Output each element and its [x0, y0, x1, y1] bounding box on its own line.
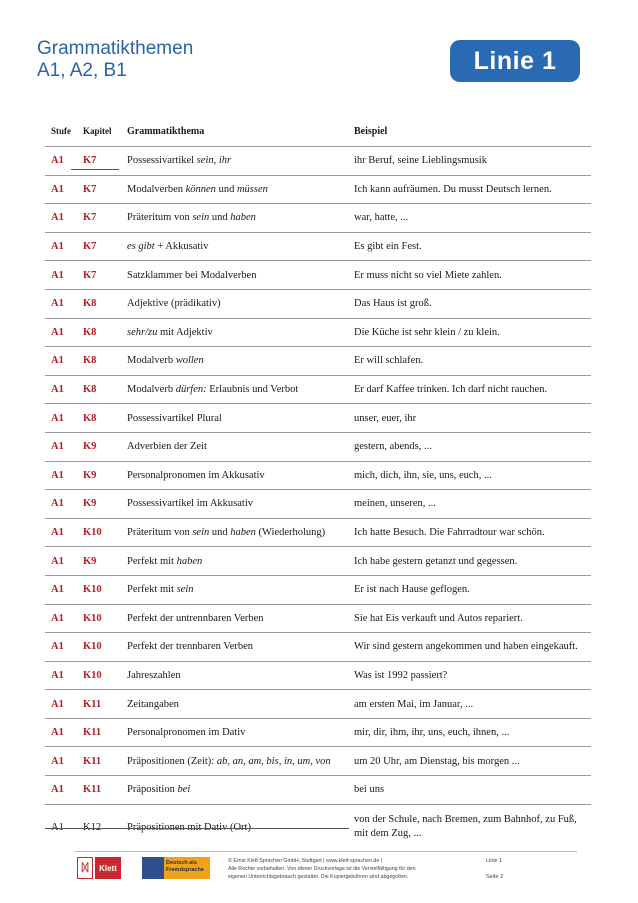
cell-beispiel: war, hatte, ...: [354, 212, 409, 224]
cell-stufe: A1: [51, 355, 64, 367]
cell-grammatikthema: Possessivartikel Plural: [127, 412, 222, 424]
cell-kapitel: K9: [83, 469, 97, 481]
table-end-rule: [45, 828, 349, 829]
table-row: [45, 519, 591, 548]
table-row: [45, 462, 591, 491]
table-row: [45, 176, 591, 205]
table-row: [45, 233, 591, 262]
cell-kapitel: K9: [83, 498, 97, 510]
table-row: [45, 347, 591, 376]
cell-beispiel: gestern, abends, ...: [354, 441, 432, 453]
cell-beispiel: ihr Beruf, seine Lieblingsmusik: [354, 155, 487, 167]
table-row: [45, 376, 591, 405]
cell-beispiel: Es gibt ein Fest.: [354, 241, 422, 253]
header-beispiel: Beispiel: [354, 125, 388, 137]
cell-grammatikthema: Präteritum von sein und haben (Wiederholung): [127, 527, 326, 539]
cell-grammatikthema: Präposition bei: [127, 784, 191, 796]
cell-grammatikthema: Präpositionen (Zeit): ab, an, am, bis, in, um, von: [127, 755, 331, 767]
cell-stufe: A1: [51, 527, 64, 539]
cell-grammatikthema: Perfekt mit sein: [127, 584, 194, 596]
cell-kapitel: K10: [83, 669, 102, 681]
cell-stufe: A1: [51, 384, 64, 396]
cell-kapitel: K7: [83, 241, 97, 253]
cell-grammatikthema: Adverbien der Zeit: [127, 441, 207, 453]
cell-grammatikthema: Perfekt mit haben: [127, 555, 203, 567]
cell-stufe: A1: [51, 498, 64, 510]
cell-stufe: A1: [51, 727, 64, 739]
cell-stufe: A1: [51, 155, 64, 167]
title-line-2: A1, A2, B1: [37, 60, 127, 81]
cell-grammatikthema: Perfekt der trennbaren Verben: [127, 641, 254, 653]
cell-kapitel: K10: [83, 641, 102, 653]
cell-grammatikthema: Modalverb dürfen: Erlaubnis und Verbot: [127, 384, 299, 396]
cell-beispiel: Er muss nicht so viel Miete zahlen.: [354, 269, 502, 281]
cell-grammatikthema: Modalverb wollen: [127, 355, 204, 367]
cell-grammatikthema: Zeitangaben: [127, 698, 179, 710]
daf-logo-line-1: Deutsch als: [166, 860, 197, 866]
cell-beispiel: am ersten Mai, im Januar, ...: [354, 698, 474, 710]
cell-stufe: A1: [51, 241, 64, 253]
cell-kapitel: K7: [83, 183, 97, 195]
table-row: [45, 776, 591, 805]
grammar-table: [45, 116, 591, 850]
cell-kapitel: K7: [83, 269, 97, 281]
cell-beispiel: Ich habe gestern getanzt und gegessen.: [354, 555, 518, 567]
cell-kapitel: K8: [83, 384, 97, 396]
cell-stufe: A1: [51, 441, 64, 453]
copyright-line-1: © Ernst Klett Sprachen GmbH, Stuttgart | www.klett-sprachen.de |: [228, 858, 383, 864]
cell-beispiel: Sie hat Eis verkauft und Autos repariert.: [354, 612, 523, 624]
table-row: [45, 261, 591, 290]
cell-stufe: A1: [51, 555, 64, 567]
cell-kapitel: K10: [83, 584, 102, 596]
header-stufe: Stufe: [51, 126, 71, 136]
cell-beispiel: mir, dir, ihm, ihr, uns, euch, ihnen, ...: [354, 727, 510, 739]
cell-kapitel: K7: [81, 155, 121, 166]
cell-grammatikthema: es gibt + Akkusativ: [127, 241, 209, 253]
table-row: [45, 204, 591, 233]
table-row: [45, 690, 591, 719]
cell-grammatikthema: Jahreszahlen: [127, 669, 181, 681]
cell-beispiel: von der Schule, nach Bremen, zum Bahnhof, zu Fuß, mit dem Zug, ...: [354, 814, 577, 840]
cell-kapitel: K8: [83, 326, 97, 338]
klett-mark-icon: ᛞ: [77, 857, 93, 879]
cell-grammatikthema: sehr/zu mit Adjektiv: [127, 326, 213, 338]
cell-stufe: A1: [51, 612, 64, 624]
cell-kapitel: K9: [83, 555, 97, 567]
cell-stufe: A1: [51, 298, 64, 310]
cell-grammatikthema: Adjektive (prädikativ): [127, 298, 221, 310]
cell-kapitel: K8: [83, 355, 97, 367]
table-row: [45, 662, 591, 691]
cell-kapitel: K11: [83, 727, 102, 739]
copyright-line-3: eigenen Unterrichtsgebrauch gestattet. Die Kopiergebühren sind abgegolten.: [228, 874, 409, 880]
cell-grammatikthema: Personalpronomen im Dativ: [127, 727, 246, 739]
cell-stufe: A1: [51, 755, 64, 767]
cell-kapitel: K9: [83, 441, 97, 453]
copyright-line-2: Alle Rechte vorbehalten. Von dieser Druckvorlage ist die Vervielfältigung für den: [228, 866, 416, 872]
cell-beispiel: mich, dich, ihn, sie, uns, euch, ...: [354, 469, 492, 481]
cell-stufe: A1: [51, 641, 64, 653]
cell-grammatikthema: Possessivartikel sein, ihr: [127, 155, 232, 167]
table-row: [45, 290, 591, 319]
table-header: [45, 116, 591, 147]
table-row: [45, 605, 591, 634]
daf-logo-line-2: Fremdsprache: [166, 866, 204, 873]
table-row: [45, 147, 591, 176]
cell-kapitel: K11: [83, 784, 102, 796]
cell-kapitel: K8: [83, 412, 97, 424]
title-line-1: Grammatikthemen: [37, 38, 194, 59]
cell-kapitel: K10: [83, 612, 102, 624]
cell-kapitel: K8: [83, 298, 97, 310]
page-title: [37, 38, 193, 82]
footer-divider: [75, 851, 577, 852]
cell-stufe: A1: [51, 784, 64, 796]
cell-kapitel: K10: [83, 527, 102, 539]
cell-beispiel: Ich hatte Besuch. Die Fahrradtour war schön.: [354, 527, 545, 539]
cell-stufe: A1: [51, 269, 64, 281]
header-kapitel: Kapitel: [83, 126, 112, 136]
klett-wordmark: Klett: [95, 857, 121, 879]
table-row: [45, 576, 591, 605]
daf-logo-text: [164, 857, 210, 879]
cell-kapitel: K11: [83, 698, 102, 710]
cell-stufe: A1: [51, 698, 64, 710]
cell-stufe: A1: [51, 584, 64, 596]
cell-stufe: A1: [51, 326, 64, 338]
klett-logo: [77, 857, 121, 879]
cell-grammatikthema: Perfekt der untrennbaren Verben: [127, 612, 264, 624]
cell-grammatikthema: Possessivartikel im Akkusativ: [127, 498, 253, 510]
table-row: [45, 433, 591, 462]
cell-grammatikthema: Präteritum von sein und haben: [127, 212, 256, 224]
header-grammatikthema: Grammatikthema: [127, 125, 205, 137]
page-meta: [486, 857, 546, 881]
book-name: Linie 1: [486, 858, 503, 864]
table-row: [45, 547, 591, 576]
cell-beispiel: Er ist nach Hause geflogen.: [354, 584, 470, 596]
daf-logo: [142, 857, 210, 879]
copyright-notice: [228, 857, 468, 881]
cell-beispiel: Ich kann aufräumen. Du musst Deutsch lernen.: [354, 183, 552, 195]
cell-kapitel: K7: [83, 212, 97, 224]
cell-beispiel: Er will schlafen.: [354, 355, 424, 367]
cell-grammatikthema: Satzklammer bei Modalverben: [127, 269, 257, 281]
cell-beispiel: Was ist 1992 passiert?: [354, 669, 448, 681]
cell-beispiel: Er darf Kaffee trinken. Ich darf nicht rauchen.: [354, 384, 548, 396]
daf-logo-blue-block: [142, 857, 164, 879]
cell-grammatikthema: Personalpronomen im Akkusativ: [127, 469, 265, 481]
cell-stufe: A1: [51, 212, 64, 224]
page-number: Seite 2: [486, 874, 504, 880]
table-row: [45, 490, 591, 519]
cell-beispiel: Das Haus ist groß.: [354, 298, 432, 310]
table-row: [45, 319, 591, 348]
cell-stufe: A1: [51, 469, 64, 481]
table-row: [45, 404, 591, 433]
cell-beispiel: bei uns: [354, 784, 385, 796]
cell-beispiel: unser, euer, ihr: [354, 412, 417, 424]
cell-beispiel: meinen, unseren, ...: [354, 498, 436, 510]
table-row: [45, 719, 591, 748]
cell-stufe: A1: [51, 412, 64, 424]
cell-beispiel: Die Küche ist sehr klein / zu klein.: [354, 326, 500, 338]
table-body: [45, 147, 591, 850]
table-row: [45, 747, 591, 776]
linie-1-logo: Linie 1: [450, 40, 580, 82]
cell-beispiel: Wir sind gestern angekommen und haben eingekauft.: [354, 641, 578, 653]
cell-beispiel: um 20 Uhr, am Dienstag, bis morgen ...: [354, 755, 520, 767]
cell-kapitel: K11: [83, 755, 102, 767]
cell-stufe: A1: [51, 183, 64, 195]
cell-stufe: A1: [51, 669, 64, 681]
table-row: [45, 633, 591, 662]
cell-grammatikthema: Modalverben können und müssen: [127, 183, 268, 195]
